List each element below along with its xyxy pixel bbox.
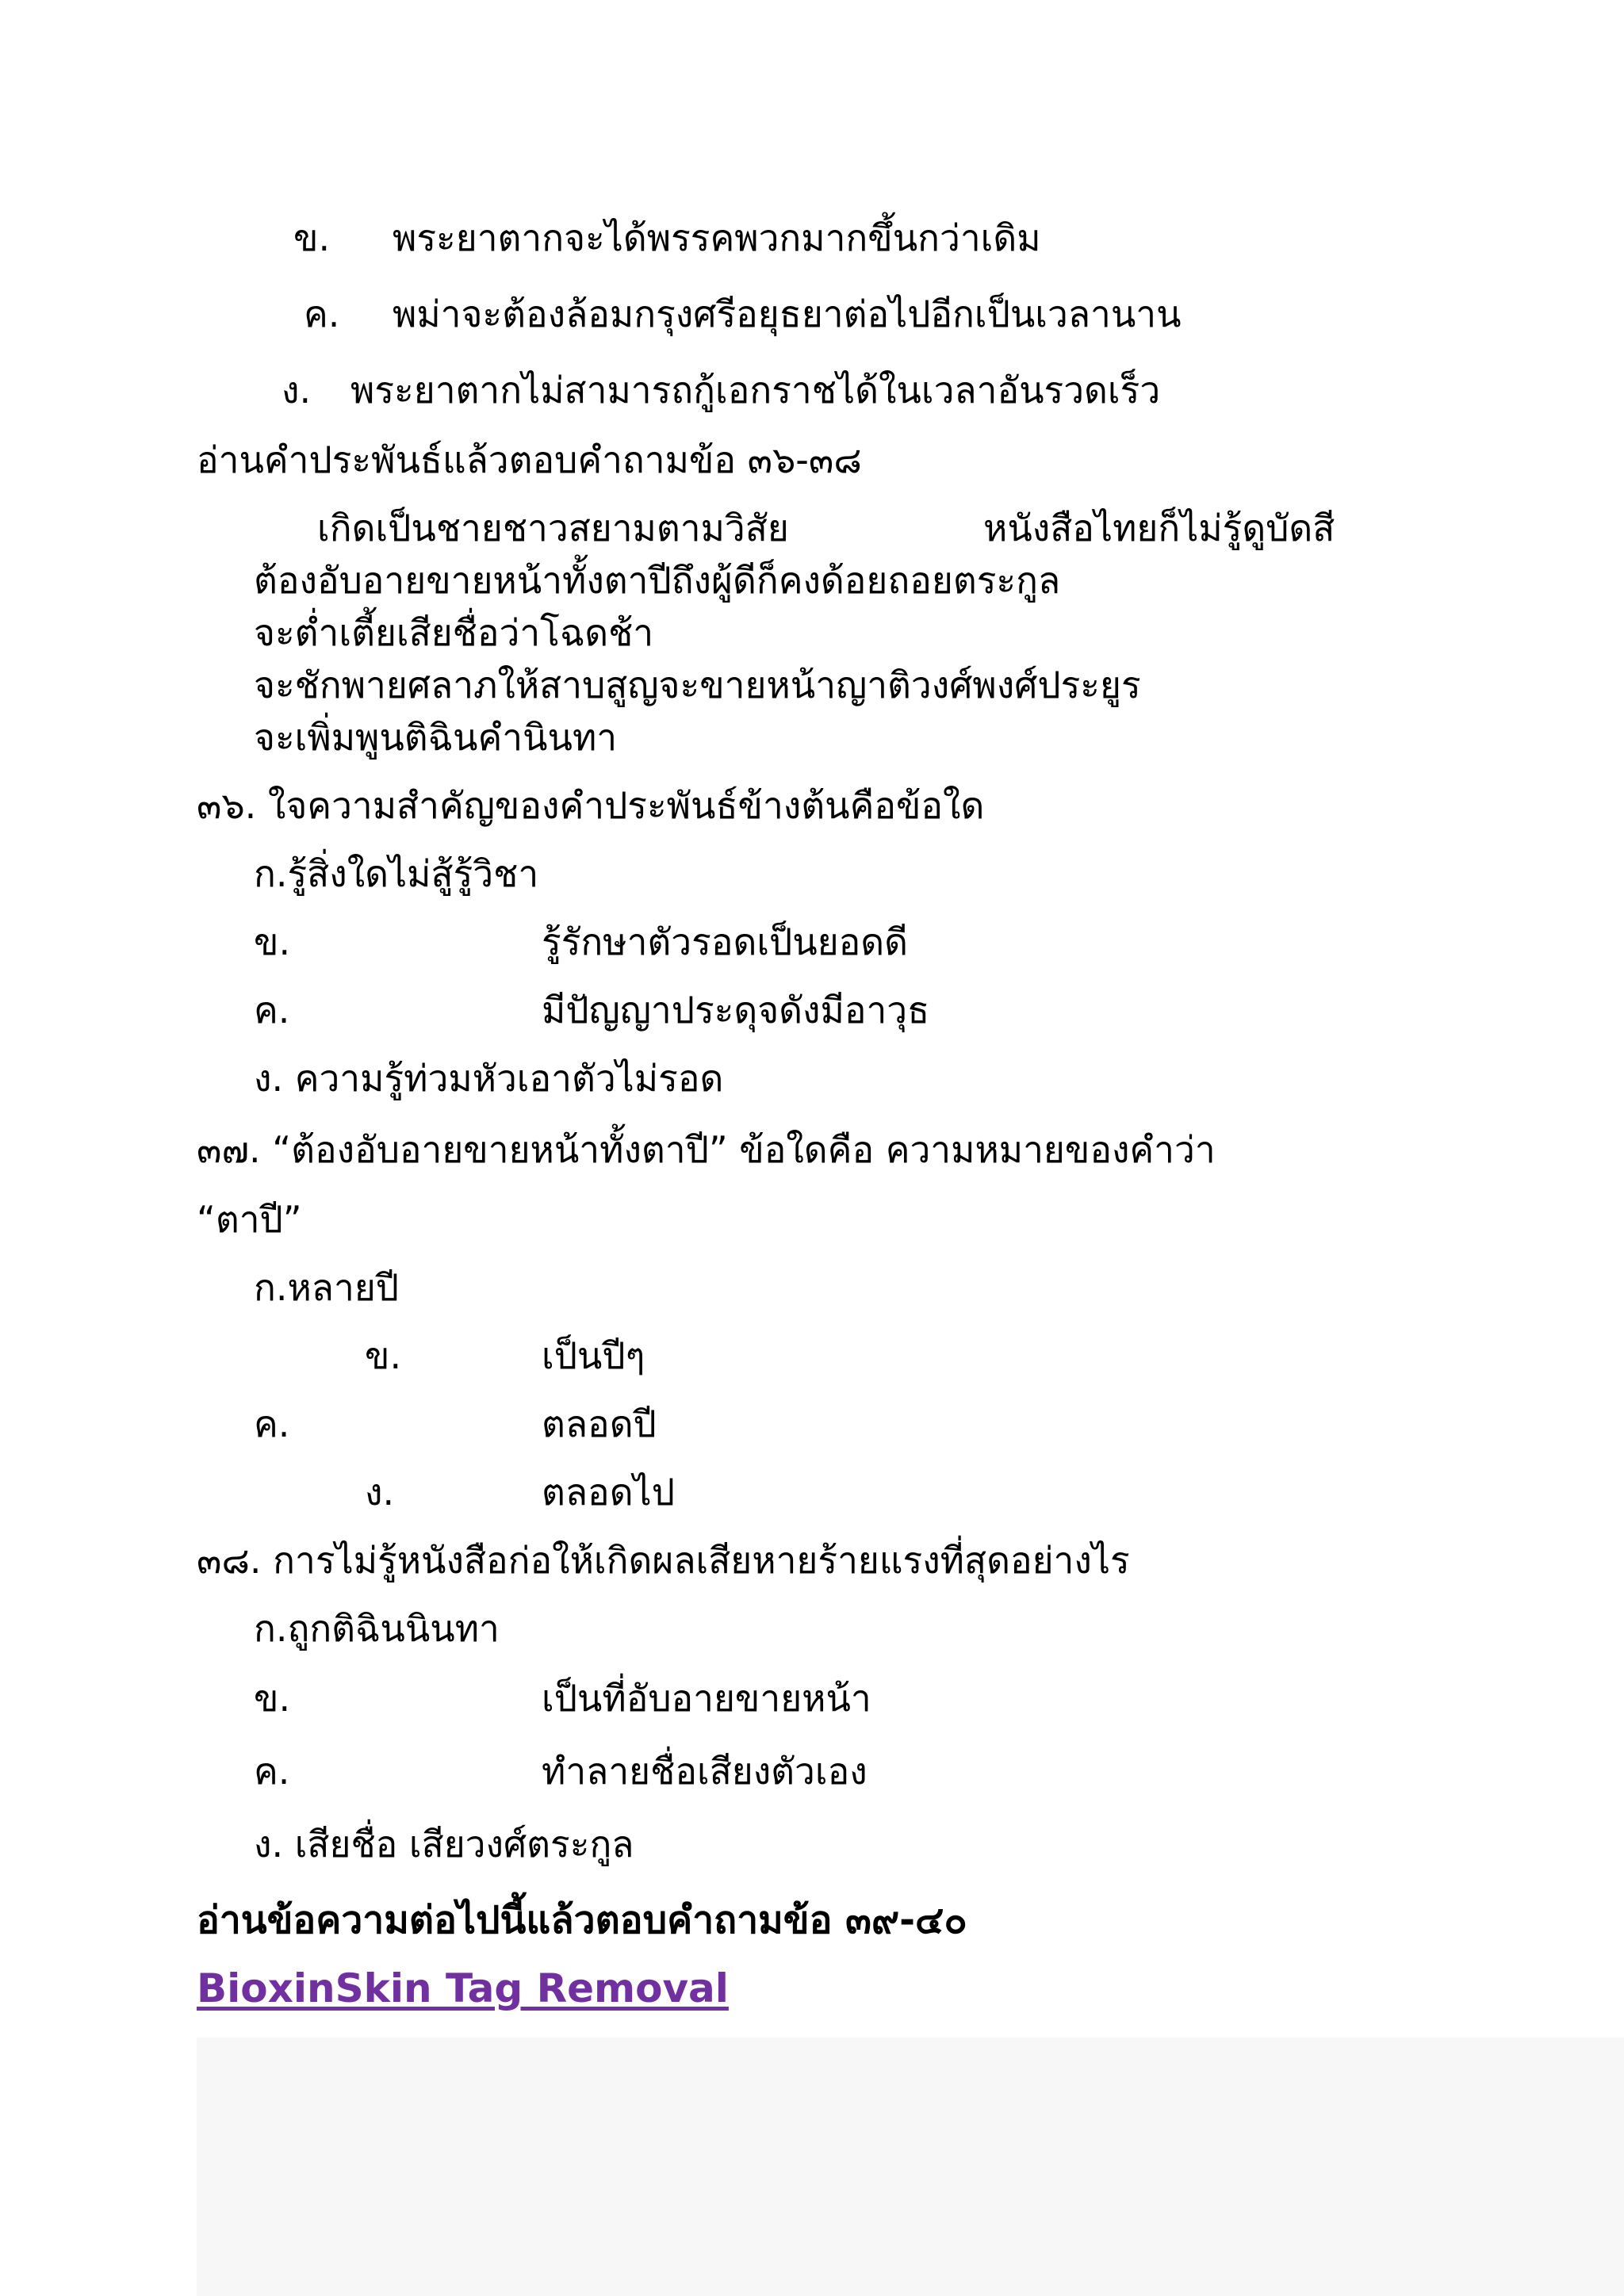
q36-question: ๓๖. ใจความสำคัญของคำประพันธ์ข้างต้นคือข้อใด <box>197 784 985 827</box>
poem-line-1a: เกิดเป็นชายชาวสยามตามวิสัย <box>317 507 789 549</box>
poem-line-5: จะเพิ่มพูนติฉินคำนินทา <box>254 716 618 759</box>
ad-link[interactable]: BioxinSkin Tag Removal <box>197 1965 729 2011</box>
q36-option-c-text: มีปัญญาประดุจดังมีอาวุธ <box>542 989 930 1031</box>
q36-option-b-text: รู้รักษาตัวรอดเป็นยอดดี <box>542 920 909 963</box>
q37-option-c-text: ตลอดปี <box>542 1402 657 1445</box>
q38-question: ๓๘. การไม่รู้หนังสือก่อให้เกิดผลเสียหายร้ายแรงที่สุดอย่างไร <box>197 1539 1130 1582</box>
q35-option-c-letter: ค. <box>304 293 340 335</box>
q37-option-a: ก.หลายปี <box>254 1266 399 1309</box>
q35-option-b-text: พระยาตากจะได้พรรคพวกมากขึ้นกว่าเดิม <box>393 216 1041 259</box>
q36-option-b-letter: ข. <box>254 920 291 963</box>
poem-line-4: จะชักพายศลาภให้สาบสูญจะขายหน้าญาติวงศ์พงศ์ประยูร <box>254 664 1141 706</box>
instruction-39-40: อ่านข้อความต่อไปนี้แล้วตอบคำถามข้อ ๓๙-๔๐ <box>197 1898 967 1942</box>
q37-option-c-letter: ค. <box>254 1402 290 1445</box>
q37-option-b-letter: ข. <box>365 1334 402 1377</box>
q36-option-d: ง. ความรู้ท่วมหัวเอาตัวไม่รอด <box>254 1057 724 1100</box>
instruction-36-38: อ่านคำประพันธ์แล้วตอบคำถามข้อ ๓๖-๓๘ <box>197 438 862 481</box>
q35-option-c-text: พม่าจะต้องล้อมกรุงศรีอยุธยาต่อไปอีกเป็นเวลานาน <box>393 293 1182 335</box>
q38-option-d: ง. เสียชื่อ เสียวงศ์ตระกูล <box>254 1823 634 1866</box>
q38-option-a: ก.ถูกติฉินนินทา <box>254 1607 500 1650</box>
q38-option-b-text: เป็นที่อับอายขายหน้า <box>542 1677 871 1720</box>
q36-option-a: ก.รู้สิ่งใดไม่สู้รู้วิชา <box>254 852 539 895</box>
poem-line-3: จะต่ำเตี้ยเสียชื่อว่าโฉดช้า <box>254 611 654 654</box>
q35-option-b-letter: ข. <box>293 216 331 259</box>
q36-option-c-letter: ค. <box>254 989 290 1031</box>
poem-line-2: ต้องอับอายขายหน้าทั้งตาปีถึงผู้ดีก็คงด้อยถอยตระกูล <box>254 559 1061 602</box>
q35-option-d-letter: ง. <box>282 369 312 411</box>
q38-option-c-text: ทำลายชื่อเสียงตัวเอง <box>542 1750 868 1793</box>
q35-option-d-text: พระยาตากไม่สามารถกู้เอกราชได้ในเวลาอันรวดเร็ว <box>350 369 1161 411</box>
shaded-region <box>197 2038 1624 2296</box>
q37-option-b-text: เป็นปีๆ <box>542 1334 645 1377</box>
q38-option-c-letter: ค. <box>254 1750 290 1793</box>
q37-option-d-letter: ง. <box>365 1471 395 1513</box>
q37-option-d-text: ตลอดไป <box>542 1471 675 1513</box>
q38-option-b-letter: ข. <box>254 1677 291 1720</box>
poem-line-1b: หนังสือไทยก็ไม่รู้ดูบัดสี <box>983 507 1335 549</box>
q37-question-line-1: ๓๗. “ต้องอับอายขายหน้าทั้งตาปี” ข้อใดคือ ความหมายของคำว่า <box>197 1128 1216 1171</box>
q37-question-line-2: “ตาปี” <box>197 1198 302 1241</box>
